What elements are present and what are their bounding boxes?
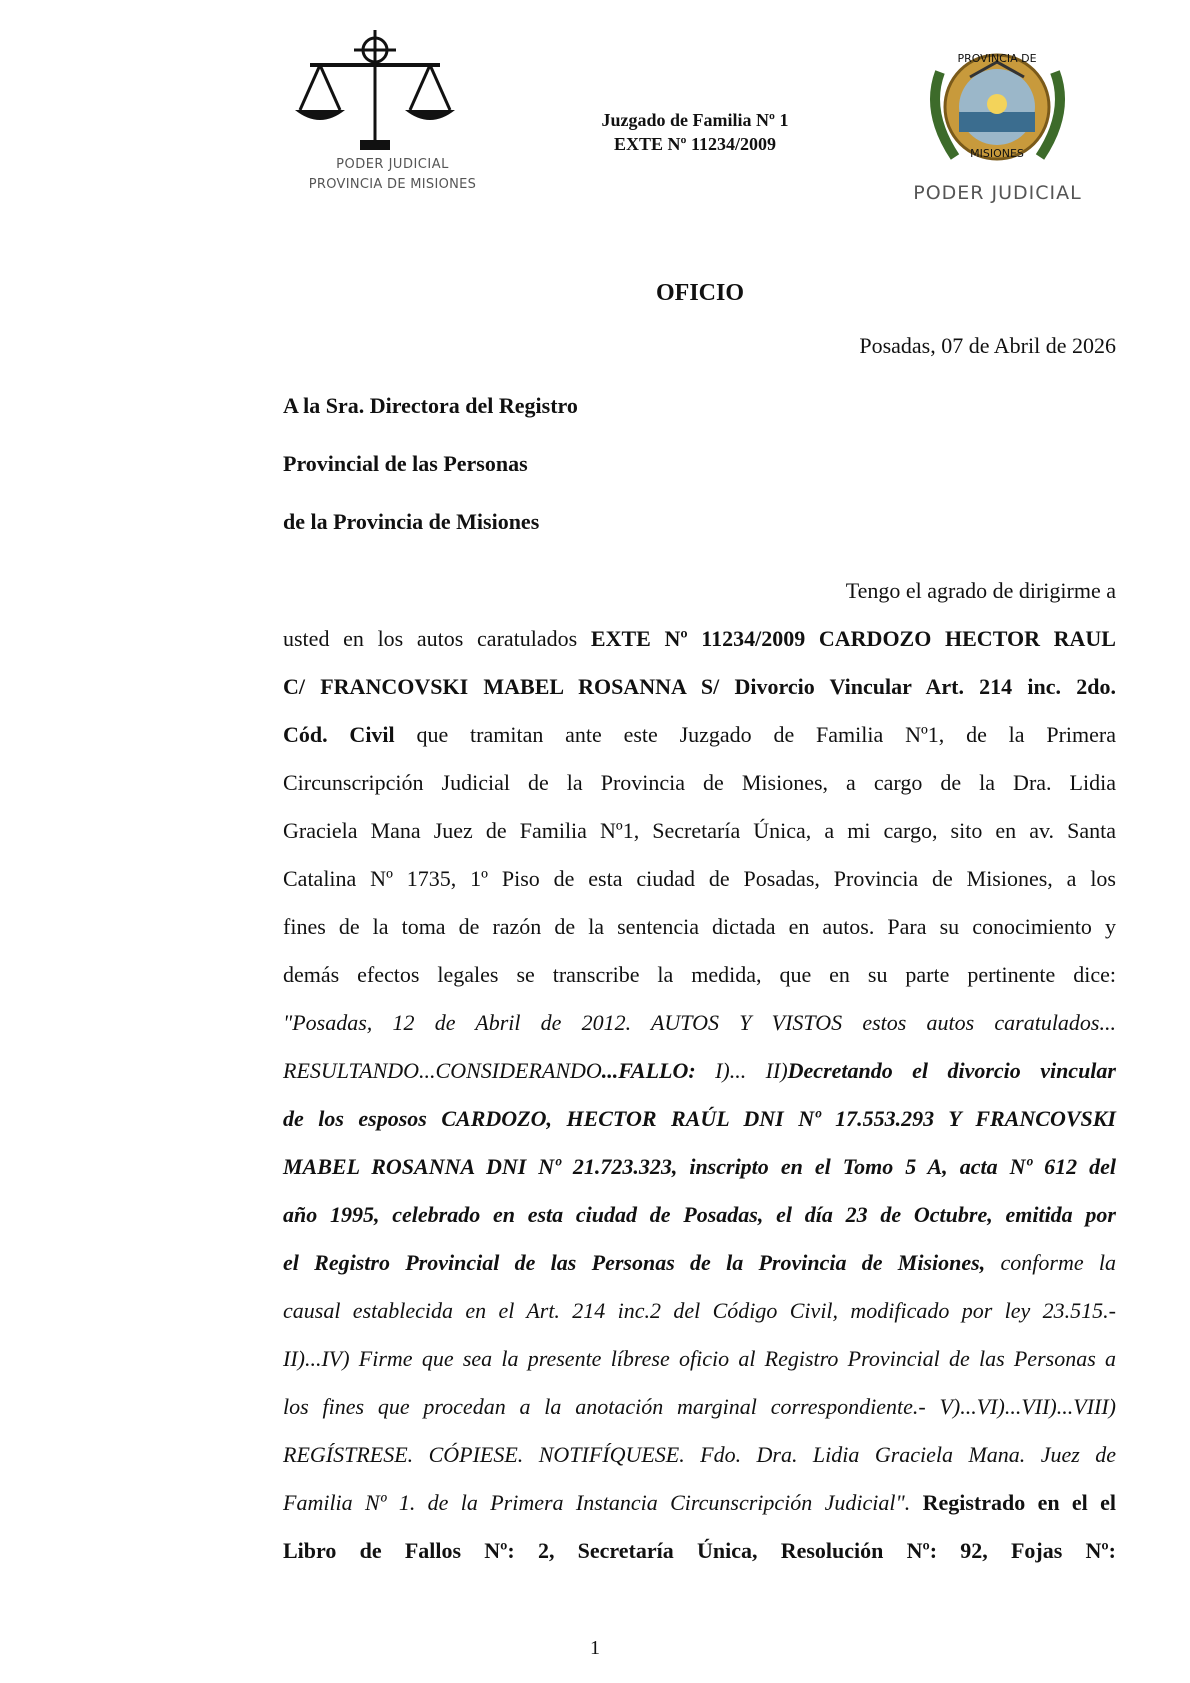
file-number: EXTE Nº 11234/2009 (614, 134, 776, 154)
quoted-line: REGÍSTRESE. CÓPIESE. NOTIFÍQUESE. Fdo. Dra. Lidia Graciela Mana. Juez de (283, 1442, 1116, 1467)
document-title: OFICIO (655, 280, 744, 306)
left-logo-line1: PODER JUDICIAL (336, 157, 449, 172)
quoted-line: año 1995, celebrado en esta ciudad de Posadas, el día 23 de Octubre, emitida por (283, 1202, 1116, 1227)
poder-judicial-scales-logo (290, 30, 495, 210)
body-line: Cód. Civil que tramitan ante este Juzgado de Familia Nº1, de la Primera (283, 722, 1116, 747)
quoted-line: MABEL ROSANNA DNI Nº 21.723.323, inscripto en el Tomo 5 A, acta Nº 612 del (283, 1154, 1116, 1179)
seal-ring-bottom: MISIONES (970, 147, 1024, 160)
body-line: Libro de Fallos Nº: 2, Secretaría Única, Resolución Nº: 92, Fojas Nº: (283, 1538, 1116, 1563)
body-line: demás efectos legales se transcribe la medida, que en su parte pertinente dice: (283, 962, 1116, 987)
right-logo-caption: PODER JUDICIAL (913, 182, 1082, 204)
seal-ring-top: PROVINCIA DE (957, 52, 1037, 65)
quoted-line: II)...IV) Firme que sea la presente líbrese oficio al Registro Provincial de las Personas a (283, 1346, 1116, 1371)
body-line: Tengo el agrado de dirigirme a (845, 578, 1116, 603)
addressee-line-1: A la Sra. Directora del Registro (283, 393, 578, 418)
body-text (283, 567, 1116, 1575)
quoted-line: "Posadas, 12 de Abril de 2012. AUTOS Y VISTOS estos autos caratulados... (283, 1010, 1116, 1035)
scales-of-justice-icon (290, 30, 495, 170)
body-line: Circunscripción Judicial de la Provincia de Misiones, a cargo de la Dra. Lidia (283, 770, 1116, 795)
quoted-line: el Registro Provincial de las Personas de la Provincia de Misiones, conforme la (283, 1250, 1116, 1275)
quoted-line: RESULTANDO...CONSIDERANDO...FALLO: I)... II)Decretando el divorcio vincular (283, 1058, 1116, 1083)
body-line: Familia Nº 1. de la Primera Instancia Circunscripción Judicial". Registrado en el el (283, 1490, 1116, 1515)
date-line: Posadas, 07 de Abril de 2026 (859, 333, 1116, 358)
court-name: Juzgado de Familia Nº 1 (601, 110, 789, 130)
body-line: usted en los autos caratulados EXTE Nº 11234/2009 CARDOZO HECTOR RAUL (283, 626, 1116, 651)
left-logo-line2: PROVINCIA DE MISIONES (308, 177, 477, 192)
quoted-line: de los esposos CARDOZO, HECTOR RAÚL DNI Nº 17.553.293 Y FRANCOVSKI (283, 1106, 1116, 1131)
provincial-seal-icon (900, 42, 1095, 167)
page-number: 1 (590, 1637, 600, 1659)
addressee-line-2: Provincial de las Personas (283, 451, 528, 476)
body-line: Graciela Mana Juez de Familia Nº1, Secretaría Única, a mi cargo, sito en av. Santa (283, 818, 1116, 843)
addressee-line-3: de la Provincia de Misiones (283, 509, 540, 534)
court-header (560, 108, 830, 156)
body-line: C/ FRANCOVSKI MABEL ROSANNA S/ Divorcio Vincular Art. 214 inc. 2do. (283, 674, 1116, 699)
body-line: fines de la toma de razón de la sentencia dictada en autos. Para su conocimiento y (283, 914, 1116, 939)
quoted-line: causal establecida en el Art. 214 inc.2 del Código Civil, modificado por ley 23.515.- (283, 1298, 1116, 1323)
provincia-misiones-seal-logo (900, 42, 1095, 212)
quoted-line: los fines que procedan a la anotación marginal correspondiente.- V)...VI)...VII)...VIII) (283, 1394, 1116, 1419)
body-line: Catalina Nº 1735, 1º Piso de esta ciudad de Posadas, Provincia de Misiones, a los (283, 866, 1116, 891)
